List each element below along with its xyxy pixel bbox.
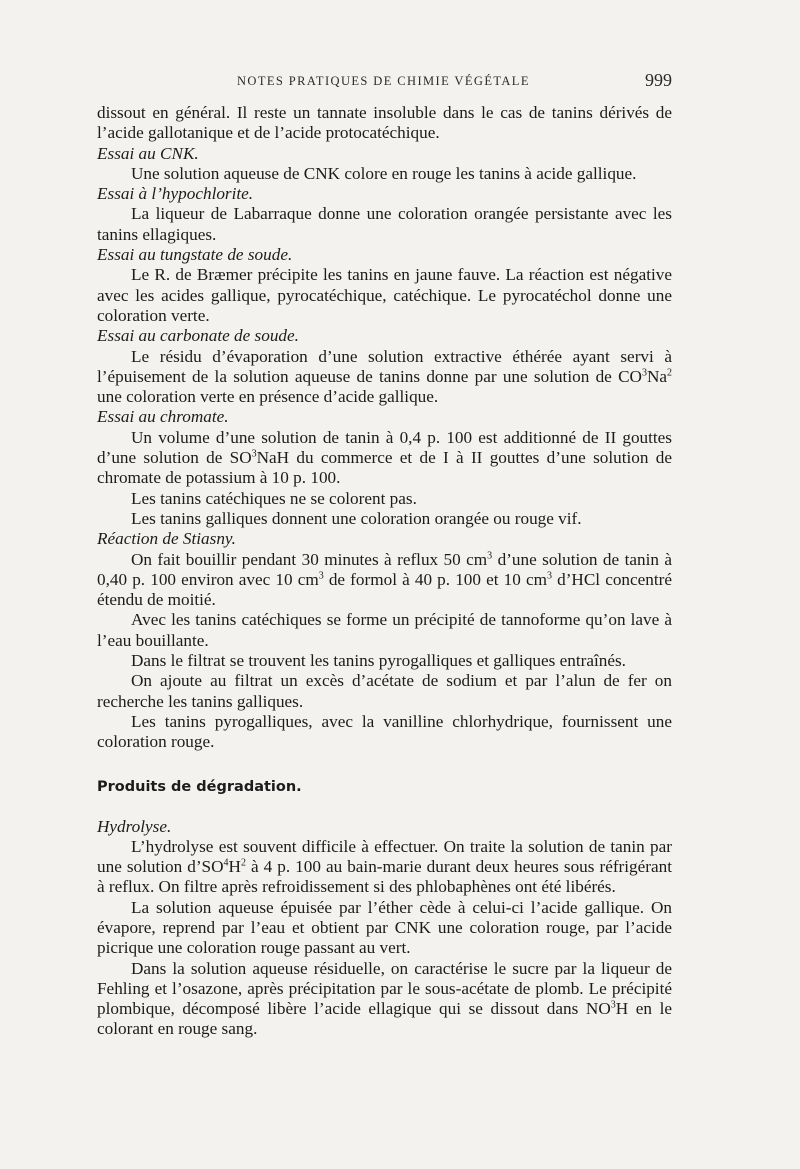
paragraph-cnk: Une solution aqueuse de CNK colore en rouge les tanins à acide gallique. (131, 163, 637, 183)
heading-essai-chromate: Essai au chromate. (97, 407, 229, 427)
heading-essai-hypochlorite: Essai à l’hypochlorite. (97, 184, 254, 204)
paragraph-tungstate: Le R. de Bræmer précipite les tanins en jaune fauve. La réaction est négative avec les acides gallique, pyrocatéchique, catéchique. Le pyrocatéchol donne une coloration verte. (97, 265, 672, 325)
paragraph-hydrolyse-1: L’hydrolyse est souvent difficile à effectuer. On traite la solution de tanin par une solution $d’SO^4H^2$ à 4 p. 100 au bain-marie durant deux heures sous réfrigérant à reflux. On filtre après refroidissement si des phlobaphènes ont été libérés. (97, 836, 672, 897)
paragraph-carbonate: Le résidu d’évaporation d’une solution extractive éthérée ayant servi à l’épuisement de la solution aqueuse de tanins donne par une solution de $CO^3Na^2$ une coloration verte en présence d’acide gallique. (97, 346, 672, 407)
running-title: NOTES PRATIQUES DE CHIMIE VÉGÉTALE (237, 74, 530, 88)
paragraph-stiasny-2: Avec les tanins catéchiques se forme un précipité de tannoforme qu’on lave à l’eau bouillante. (97, 610, 672, 650)
heading-essai-cnk: Essai au CNK. (97, 143, 199, 163)
heading-hydrolyse: Hydrolyse. (97, 816, 172, 836)
paragraph-stiasny-3: Dans le filtrat se trouvent les tanins pyrogalliques et galliques entraînés. (131, 651, 626, 671)
paragraph-hydrolyse-3: Dans la solution aqueuse résiduelle, on caractérise le sucre par la liqueur de Fehling et l’osazone, après précipitation par le sous-acétate de plomb. Le précipité plombique, décomposé libère l’acide ellagique qui se dissout dans $NO^3H$ en le colorant en rouge sang. (97, 958, 672, 1039)
paragraph-hydrolyse-2: La solution aqueuse épuisée par l’éther cède à celui-ci l’acide gallique. On évapore, reprend par l’eau et obtient par CNK une coloration rouge, par l’acide picrique une coloration rouge passant au vert. (97, 897, 672, 958)
paragraph-hypochlorite: La liqueur de Labarraque donne une coloration orangée persistante avec les tanins ellagiques. (97, 204, 672, 244)
paragraph-stiasny-4: On ajoute au filtrat un excès d’acétate de sodium et par l’alun de fer on recherche les tanins galliques. (97, 671, 672, 711)
paragraph-stiasny-1: On fait bouillir pendant 30 minutes à reflux 50 $cm^3$ d’une solution de tanin à 0,40 p. 100 environ avec 10 $cm^3$ de formol à 40 p. 100 et 10 $cm^3$ d’HCl concentré étendu de moitié. (97, 549, 672, 610)
page-number: 999 (645, 70, 672, 90)
page-body (97, 103, 672, 1040)
page-header (97, 70, 672, 100)
section-title: Produits de dégradation. (97, 778, 302, 795)
heading-reaction-stiasny: Réaction de Stiasny. (97, 529, 236, 549)
paragraph-intro: dissout en général. Il reste un tannate insoluble dans le cas de tanins dérivés de l’acide gallotanique et de l’acide protocatéchique. (97, 103, 672, 143)
paragraph-chromate-3: Les tanins galliques donnent une coloration orangée ou rouge vif. (131, 508, 582, 528)
paragraph-stiasny-5: Les tanins pyrogalliques, avec la vanilline chlorhydrique, fournissent une coloration rouge. (97, 711, 672, 752)
paragraph-chromate-2: Les tanins catéchiques ne se colorent pas. (131, 488, 417, 508)
heading-essai-carbonate: Essai au carbonate de soude. (97, 326, 299, 346)
paragraph-chromate-1: Un volume d’une solution de tanin à 0,4 p. 100 est additionné de II gouttes d’une solution de $SO^3NaH$ du commerce et de I à II gouttes d’une solution de chromate de potassium à 10 p. 100. (97, 427, 673, 488)
heading-essai-tungstate: Essai au tungstate de soude. (97, 245, 293, 265)
